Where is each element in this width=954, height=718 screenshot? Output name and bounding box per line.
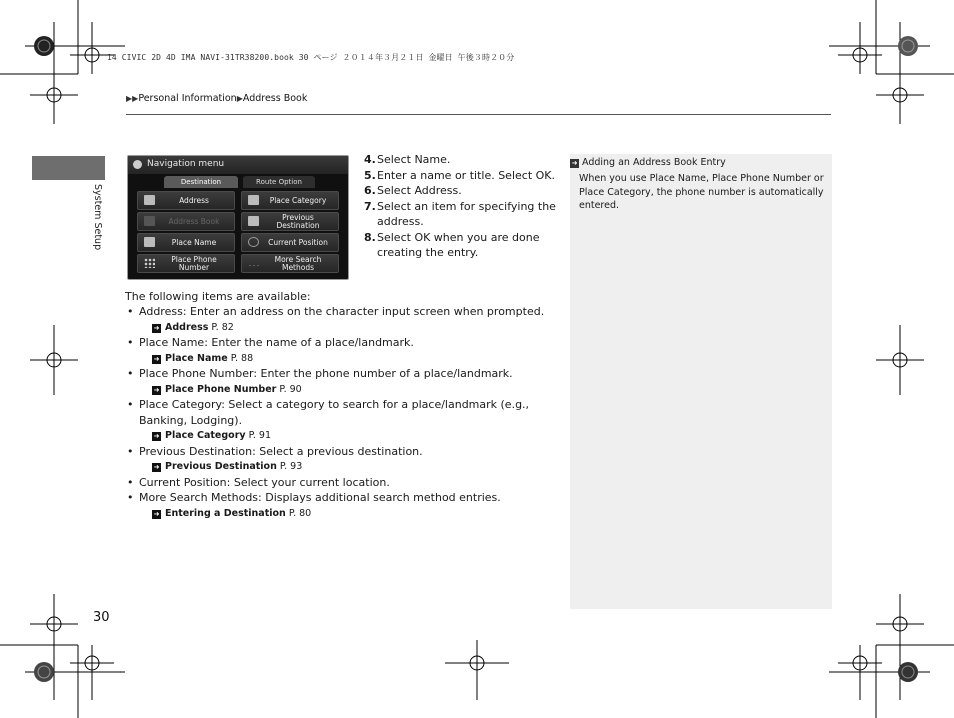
nav-button-place-name[interactable]: Place Name [137,233,235,252]
current-position-icon [242,233,264,252]
chapter-tab [32,156,105,180]
breadcrumb [126,93,307,104]
list-item-place-phone-number: • Place Phone Number: Enter the phone number of a place/landmark. [127,367,513,380]
available-items-list [125,304,565,521]
procedure-steps [364,152,559,261]
list-item-more-search-methods: • More Search Methods: Displays additional search method entries. [127,491,501,504]
note-arrow-icon: ➜ [571,159,578,167]
cross-reference[interactable]: ➜ Address P. 82 [153,321,234,333]
cross-ref-arrow-icon: ➜ [153,354,160,363]
step-4: 4. Select Name. [364,153,451,166]
nav-tab-destination[interactable]: Destination [164,176,238,188]
page-number: 30 [93,610,110,625]
cross-ref-arrow-icon: ➜ [153,385,160,394]
step-8: 8. Select OK when you are done creating the entry. [364,230,540,259]
address-book-icon [138,212,160,231]
place-category-icon [242,191,264,210]
previous-destination-icon [242,212,264,231]
print-file-header: 14 CIVIC 2D 4D IMA NAVI-31TR38200.book 30 ページ ２０１４年３月２１日 金曜日 午後３時２０分 [107,53,515,62]
nav-button-place-phone-number[interactable]: Place Phone Number [137,254,235,273]
nav-button-more-search-methods[interactable]: More Search Methods [241,254,339,273]
cross-reference[interactable]: ➜ Place Phone Number P. 90 [153,383,302,395]
nav-button-place-category[interactable]: Place Category [241,191,339,210]
list-item-previous-destination: • Previous Destination: Select a previous destination. [127,444,423,458]
side-note-body: When you use Place Name, Place Phone Number or Place Category, the phone number is automatically entered. [579,173,824,211]
nav-tabs [128,176,348,188]
nav-tab-route-option[interactable]: Route Option [243,176,315,188]
breadcrumb-current: Address Book [242,93,308,104]
arrow-icon: ▶ [236,94,243,103]
cross-reference[interactable]: ➜ Entering a Destination P. 80 [153,507,312,519]
cross-ref-arrow-icon: ➜ [153,509,160,518]
side-note-title: ➜ Adding an Address Book Entry [571,157,726,168]
step-7: 7. Select an item for specifying the address. [364,199,556,228]
step-6: 6. Select Address. [364,184,462,197]
nav-button-previous-destination[interactable]: Previous Destination [241,212,339,231]
nav-button-address[interactable]: Address [137,191,235,210]
cross-ref-arrow-icon: ➜ [153,323,160,332]
place-name-icon [138,233,160,252]
navigation-menu-screen [127,155,349,280]
nav-button-address-book: Address Book [137,212,235,231]
step-5: 5. Enter a name or title. Select OK. [364,168,556,182]
items-intro: The following items are available: [125,290,311,303]
list-item-address: • Address: Enter an address on the character input screen when prompted. [127,305,545,318]
breadcrumb-parent[interactable]: Personal Information [138,93,237,104]
cross-reference[interactable]: ➜ Previous Destination P. 93 [153,461,303,472]
list-item-current-position: • Current Position: Select your current location. [127,475,390,489]
cross-ref-arrow-icon: ➜ [153,463,160,471]
cross-reference[interactable]: ➜ Place Category P. 91 [153,430,271,441]
cross-reference[interactable]: ➜ Place Name P. 88 [153,352,254,364]
chapter-label: System Setup [92,184,103,251]
list-item-place-name: • Place Name: Enter the name of a place/landmark. [127,336,414,349]
nav-screen-title: Navigation menu [147,159,225,169]
nav-button-current-position[interactable]: Current Position [241,233,339,252]
double-arrow-icon: ▶▶ [126,94,139,103]
cross-ref-arrow-icon: ➜ [153,432,160,440]
more-icon [242,254,264,273]
nav-screen-header [128,156,348,174]
header-rule [126,114,831,115]
list-item-place-category: • Place Category: Select a category to search for a place/landmark (e.g., Banking, Lodging). [127,398,530,427]
phone-keypad-icon [138,254,160,273]
side-note-panel [570,154,832,609]
nav-menu-icon [133,160,142,169]
address-icon [138,191,160,210]
